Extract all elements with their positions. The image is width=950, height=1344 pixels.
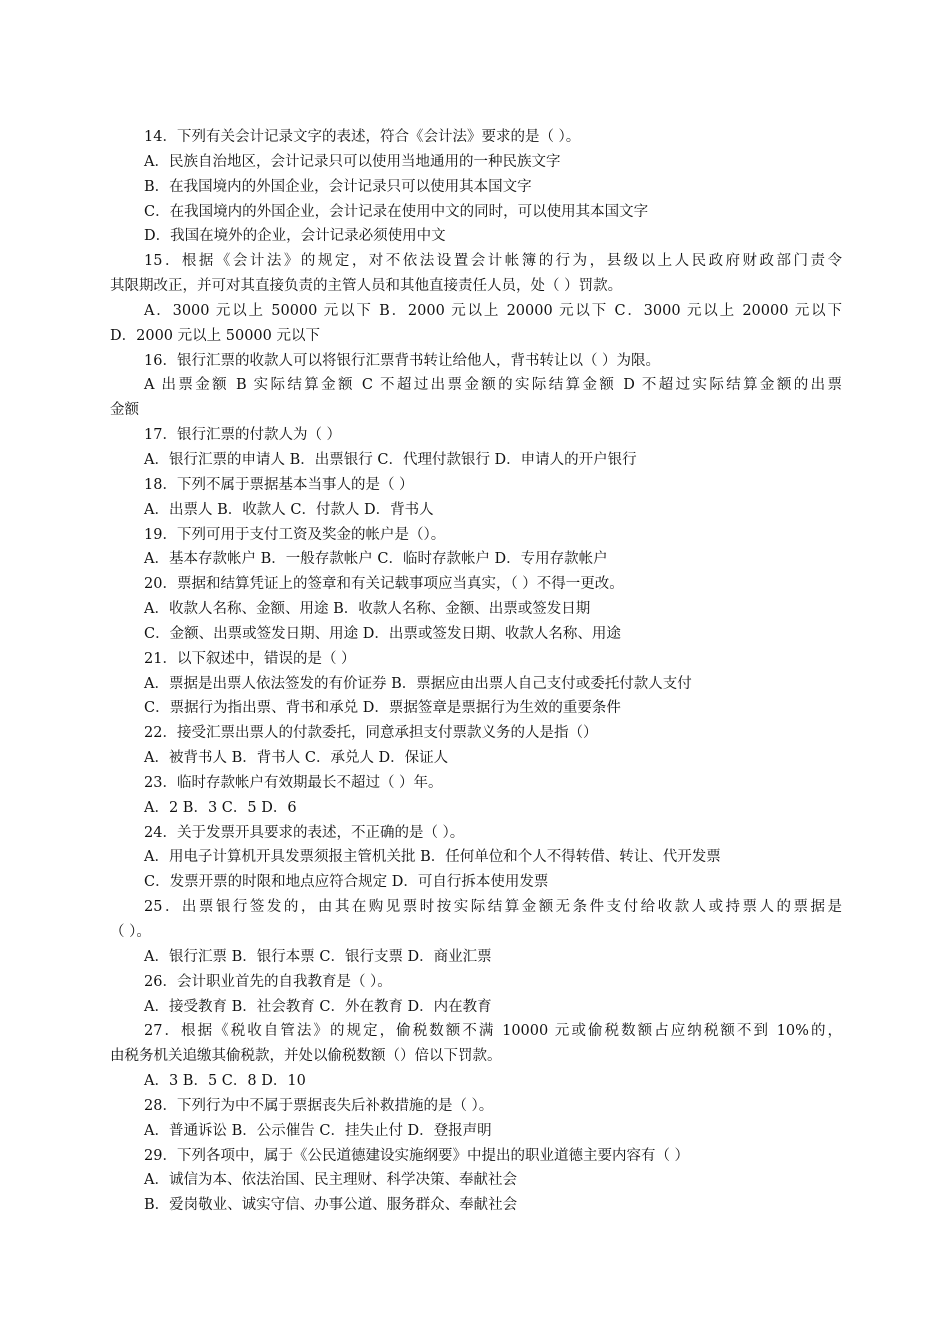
document-page [110,125,842,1218]
text-line: 15．根据《会计法》的规定，对不依法设置会计帐簿的行为，县级以上人民政府财政部门责令 [144,253,842,270]
text-line: A．出票人 B．收款人 C．付款人 D．背书人 [144,501,434,518]
text-line: D．我国在境外的企业，会计记录必须使用中文 [144,228,446,245]
text-line: 18．下列不属于票据基本当事人的是（ ） [144,476,414,493]
text-line: C．在我国境内的外国企业，会计记录在使用中文的同时，可以使用其本国文字 [144,203,649,220]
text-line: A．3 B．5 C．8 D．10 [144,1073,306,1090]
text-line: C．发票开票的时限和地点应符合规定 D．可自行拆本使用发票 [144,874,549,891]
text-line: A．用电子计算机开具发票须报主管机关批 B．任何单位和个人不得转借、转让、代开发票 [144,849,721,866]
text-line: D．2000 元以上 50000 元以下 [110,327,320,344]
text-line: 其限期改正，并可对其直接负责的主管人员和其他直接责任人员，处（ ）罚款。 [110,278,623,295]
text-line: A．普通诉讼 B．公示催告 C．挂失止付 D．登报声明 [144,1122,492,1139]
text-line: A．银行汇票 B．银行本票 C．银行支票 D．商业汇票 [144,948,492,965]
text-line: C．票据行为指出票、背书和承兑 D．票据签章是票据行为生效的重要条件 [144,700,621,717]
text-line: A．2 B．3 C．5 D．6 [144,799,297,816]
text-line: A．被背书人 B．背书人 C．承兑人 D．保证人 [144,750,449,767]
text-line: 29．下列各项中，属于《公民道德建设实施纲要》中提出的职业道德主要内容有（ ） [144,1147,690,1164]
text-line: 27．根据《税收自管法》的规定，偷税数额不满 10000 元或偷税数额占应纳税额不到 10%的， [144,1023,842,1040]
text-line: B．爱岗敬业、诚实守信、办事公道、服务群众、奉献社会 [144,1197,518,1214]
text-line: 28．下列行为中不属于票据丧失后补救措施的是（ ）。 [144,1097,494,1114]
text-line: 26．会计职业首先的自我教育是（ ）。 [144,973,392,990]
text-line: 17．银行汇票的付款人为（ ） [144,427,342,444]
text-line: 21．以下叙述中，错误的是（ ） [144,650,356,667]
text-line: A．接受教育 B．社会教育 C．外在教育 D．内在教育 [144,998,492,1015]
text-line: A．3000 元以上 50000 元以下 B．2000 元以上 20000 元以下 C．3000 元以上 20000 元以下 [144,302,842,319]
text-line: 由税务机关追缴其偷税款，并处以偷税数额（）倍以下罚款。 [110,1048,502,1065]
text-line: A．基本存款帐户 B．一般存款帐户 C．临时存款帐户 D．专用存款帐户 [144,551,608,568]
text-line: B．在我国境内的外国企业，会计记录只可以使用其本国文字 [144,178,532,195]
text-line: A．诚信为本、依法治国、民主理财、科学决策、奉献社会 [144,1172,517,1189]
text-line: A．收款人名称、金额、用途 B．收款人名称、金额、出票或签发日期 [144,601,591,618]
text-line: 19．下列可用于支付工资及奖金的帐户是（）。 [144,526,446,543]
text-line: 25．出票银行签发的，由其在购见票时按实际结算金额无条件支付给收款人或持票人的票据是 [144,899,842,916]
text-line: 16．银行汇票的收款人可以将银行汇票背书转让给他人，背书转让以（ ）为限。 [144,352,661,369]
text-line: A．民族自治地区，会计记录只可以使用当地通用的一种民族文字 [144,153,561,170]
text-line: 23．临时存款帐户有效期最长不超过（ ）年。 [144,774,443,791]
text-line: 22．接受汇票出票人的付款委托，同意承担支付票款义务的人是指（） [144,725,598,742]
text-line: 14．下列有关会计记录文字的表述，符合《会计法》要求的是（ ）。 [144,129,581,145]
text-line: C．金额、出票或签发日期、用途 D．出票或签发日期、收款人名称、用途 [144,625,621,642]
text-line: 20．票据和结算凭证上的签章和有关记载事项应当真实，（ ）不得一更改。 [144,576,624,593]
text-line: 金额 [110,402,139,419]
text-line: A．票据是出票人依法签发的有价证券 B．票据应由出票人自己支付或委托付款人支付 [144,675,692,692]
text-line: A．银行汇票的申请人 B．出票银行 C．代理付款银行 D．申请人的开户银行 [144,451,637,468]
text-line: （ ）。 [110,924,151,940]
text-line: A 出票金额 B 实际结算金额 C 不超过出票金额的实际结算金额 D 不超过实际结算金额的出票 [144,377,842,394]
text-line: 24．关于发票开具要求的表述，不正确的是（ ）。 [144,824,465,841]
